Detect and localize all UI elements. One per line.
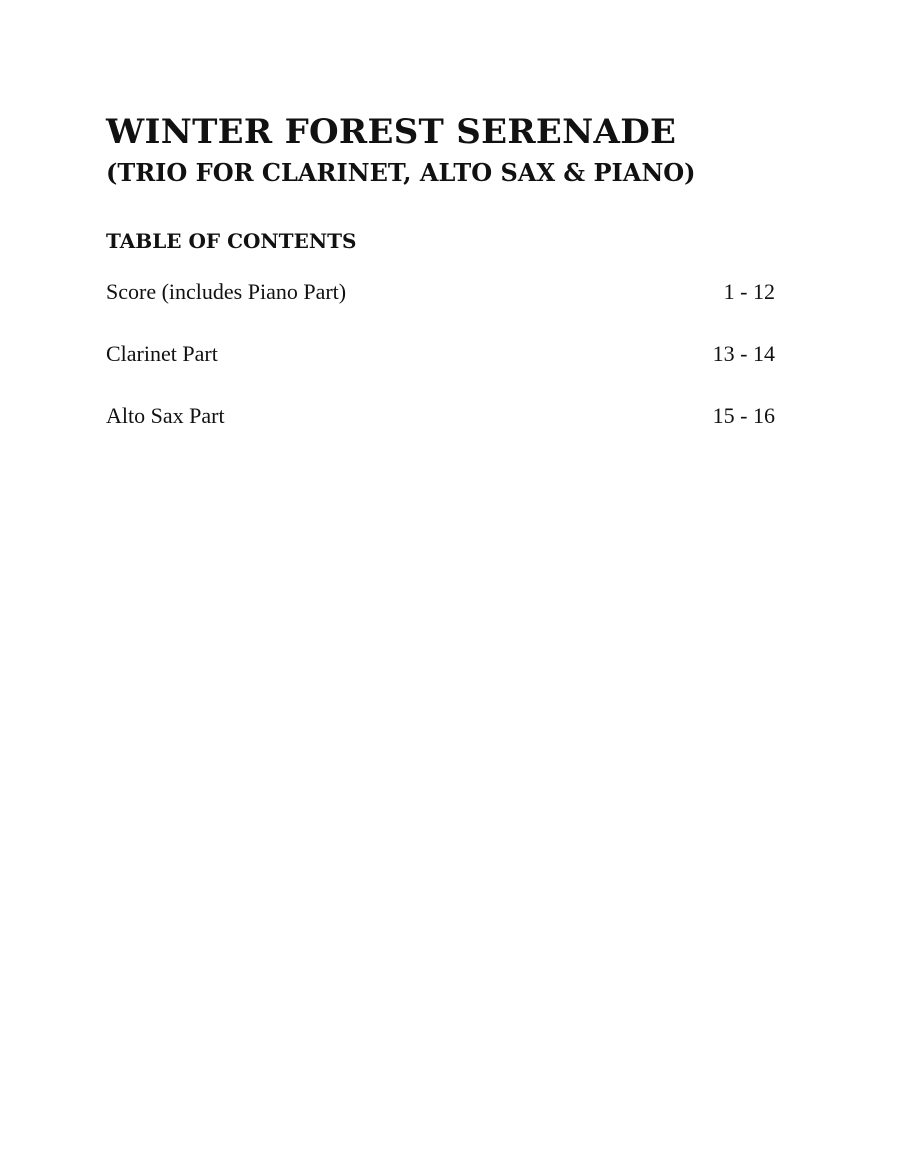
- toc-entry-pages: 15 - 16: [712, 403, 775, 428]
- toc-entry-label: Alto Sax Part: [106, 403, 225, 428]
- toc-entry-label: Clarinet Part: [106, 341, 218, 366]
- document-subtitle: (TRIO FOR CLARINET, ALTO SAX & PIANO): [106, 158, 696, 187]
- toc-entry-alto-sax-part: [106, 400, 775, 462]
- toc-entry-pages: 13 - 14: [712, 341, 775, 366]
- toc-heading: TABLE OF CONTENTS: [106, 229, 357, 253]
- toc-entry-pages: 1 - 12: [723, 279, 775, 304]
- document-title: WINTER FOREST SERENADE: [106, 112, 677, 152]
- toc-entry-clarinet-part: [106, 338, 775, 400]
- toc-entry-score: [106, 276, 775, 338]
- toc-entry-label: Score (includes Piano Part): [106, 279, 347, 304]
- toc-list: [106, 276, 775, 462]
